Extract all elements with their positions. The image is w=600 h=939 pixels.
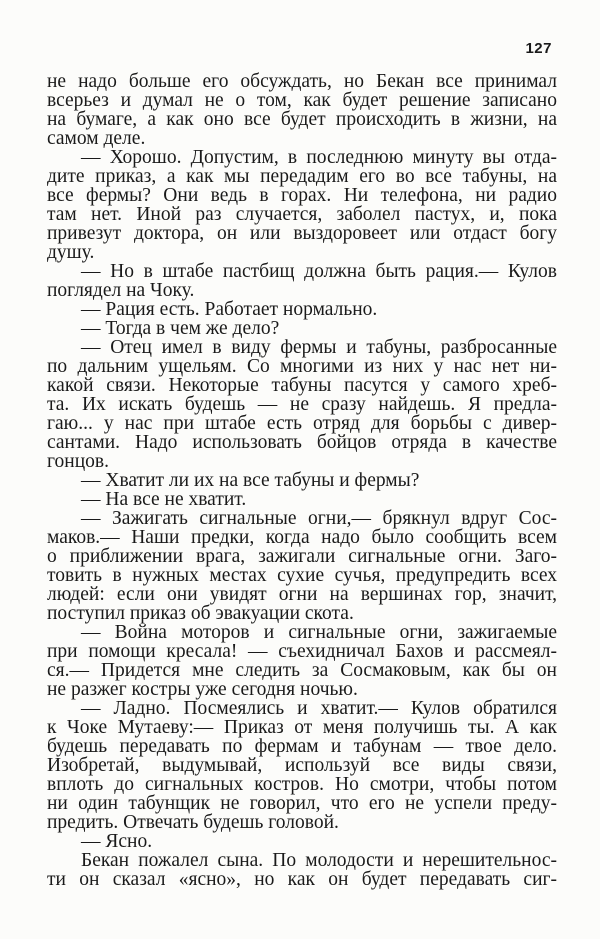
- page-text-body: [47, 72, 557, 889]
- text-line: самом деле.: [47, 128, 146, 149]
- text-line: — Отец имел в виду фермы и табуны, разбросанные: [81, 337, 557, 358]
- text-line: будешь передавать по фермам и табунам — твое дело.: [47, 736, 557, 757]
- text-line: к Чоке Мутаеву:— Приказ от меня получишь ты. А как: [47, 717, 557, 738]
- text-line: — Рация есть. Работает нормально.: [81, 299, 378, 320]
- book-page: [44, 34, 556, 914]
- text-line: душу.: [47, 242, 95, 263]
- text-line: какой связи. Некоторые табуны пасутся у самого хреб-: [47, 375, 557, 396]
- text-line: маков.— Наши предки, когда надо было сообщить всем: [47, 527, 557, 548]
- text-line: — Ясно.: [81, 831, 153, 852]
- text-line: Бекан пожалел сына. По молодости и нерешительнос-: [81, 850, 557, 871]
- text-line: не надо больше его обсуждать, но Бекан все принимал: [47, 71, 557, 92]
- text-line: — Зажигать сигнальные огни,— брякнул вдруг Сос-: [81, 508, 557, 529]
- text-line: товить в нужных местах сухие сучья, предупредить всех: [47, 565, 557, 586]
- text-line: — Война моторов и сигнальные огни, зажигаемые: [81, 622, 557, 643]
- text-line: ти он сказал «ясно», но как он будет передавать сиг-: [47, 869, 557, 890]
- text-line: вплоть до сигнальных костров. Но смотри, чтобы потом: [47, 774, 557, 795]
- text-line: ни один табунщик не говорил, что его не успели преду-: [47, 793, 557, 814]
- text-line: — На все не хватит.: [81, 489, 247, 510]
- text-line: о приближении врага, зажигали сигнальные огни. Заго-: [47, 546, 557, 567]
- text-line: там нет. Иной раз случается, заболел пастух, и, пока: [47, 204, 557, 225]
- text-line: привезут доктора, он или выздоровеет или отдаст богу: [47, 223, 557, 244]
- text-line: все фермы? Они ведь в горах. Ни телефона, ни радио: [47, 185, 557, 206]
- text-line: при помощи кресала! — съехидничал Бахов и рассмеял-: [47, 641, 557, 662]
- text-line: гонцов.: [47, 451, 109, 472]
- text-line: на бумаге, а как оно все будет происходить в жизни, на: [47, 109, 557, 130]
- text-line: людей: если они увидят огни на вершинах гор, значит,: [47, 584, 557, 605]
- text-line: предить. Отвечать будешь головой.: [47, 812, 339, 833]
- text-line: — Хватит ли их на все табуны и фермы?: [81, 470, 420, 491]
- text-line: Изобретай, выдумывай, используй все виды связи,: [47, 755, 557, 776]
- text-line: — Хорошо. Допустим, в последнюю минуту вы отда-: [81, 147, 557, 168]
- text-line: та. Их искать будешь — не сразу найдешь. Я предла-: [47, 394, 557, 415]
- text-line: сантами. Надо использовать бойцов отряда в качестве: [47, 432, 557, 453]
- text-line: по дальним ущельям. Со многими из них у нас нет ни-: [47, 356, 557, 377]
- page-number: 127: [525, 40, 552, 57]
- text-line: ся.— Придется мне следить за Сосмаковым, как бы он: [47, 660, 557, 681]
- text-line: — Но в штабе пастбищ должна быть рация.— Кулов: [81, 261, 557, 282]
- text-line: поступил приказ об эвакуации скота.: [47, 603, 354, 624]
- text-line: — Тогда в чем же дело?: [81, 318, 280, 339]
- text-line: поглядел на Чоку.: [47, 280, 195, 301]
- text-line: гаю... у нас при штабе есть отряд для борьбы с дивер-: [47, 413, 557, 434]
- text-line: всерьез и думал не о том, как будет решение записано: [47, 90, 557, 111]
- text-line: не разжег костры уже сегодня ночью.: [47, 679, 358, 700]
- text-line: дите приказ, а как мы передадим его во все табуны, на: [47, 166, 557, 187]
- text-line: — Ладно. Посмеялись и хватит.— Кулов обратился: [81, 698, 557, 719]
